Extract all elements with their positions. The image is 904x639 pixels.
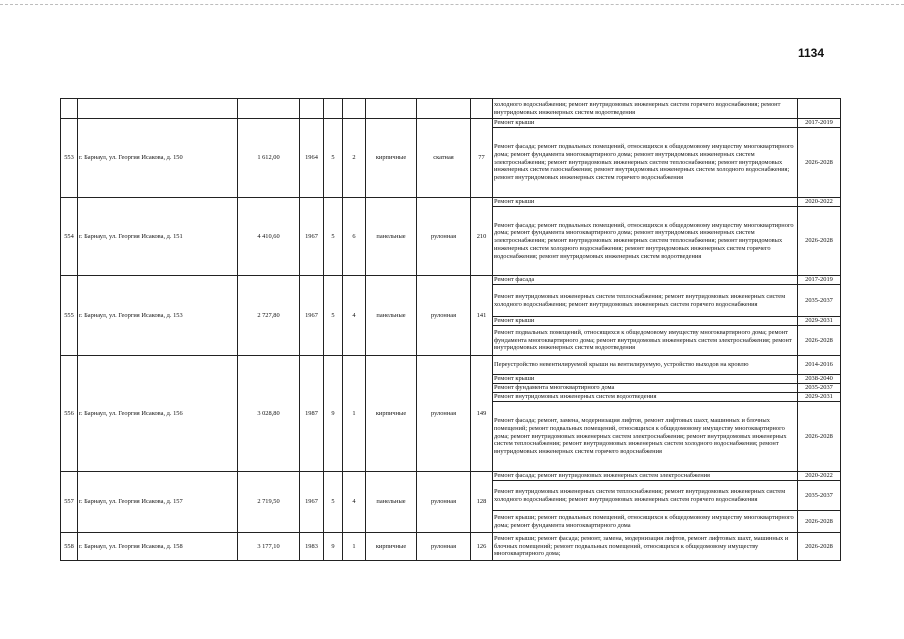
- cell-period: 2035-2037: [798, 481, 841, 511]
- cell-apartments: 126: [471, 533, 493, 561]
- cell-roof: рулонная: [417, 472, 471, 533]
- cell-entrances: 4: [343, 472, 366, 533]
- cell-year: 1967: [300, 276, 324, 356]
- cell-entrances: [343, 99, 366, 119]
- cell-floors: 9: [324, 356, 343, 472]
- table-row: [61, 119, 841, 128]
- table-row-continued: [61, 99, 841, 119]
- cell-work: Ремонт крыши; ремонт фасада; ремонт, замена, модернизация лифтов, ремонт лифтовых шахт, машинных и блочных помещений; ремонт подвальных помещений, относящихся к общедомовому имуществу многоквартирного дома;: [493, 533, 798, 561]
- cell-roof: рулонная: [417, 533, 471, 561]
- cell-work: Ремонт фасада; ремонт подвальных помещений, относящихся к общедомовому имуществу многоквартирного дома; ремонт фундамента многоквартирного дома; ремонт внутридомовых инженерных систем электроснабжения; ремонт внутридомовых инженерных систем теплоснабжения; ремонт внутридомовых инженерных систем газоснабжения; ремонт внутридомовых инженерных систем холодного водоснабжения; ремонт внутридомовых инженерных систем горячего водоснабжения: [493, 128, 798, 198]
- cell-floors: 9: [324, 533, 343, 561]
- cell-period: 2029-2031: [798, 393, 841, 402]
- cell-area: 1 612,00: [238, 119, 300, 198]
- cell-work: Ремонт внутридомовых инженерных систем теплоснабжения; ремонт внутридомовых инженерных систем холодного водоснабжения; ремонт внутридомовых инженерных систем горячего водоснабжения: [493, 481, 798, 511]
- cell-period: 2026-2028: [798, 402, 841, 472]
- cell-apartments: [471, 99, 493, 119]
- cell-period: 2026-2028: [798, 511, 841, 533]
- cell-apartments: 210: [471, 198, 493, 276]
- cell-period: [798, 99, 841, 119]
- cell-period: 2020-2022: [798, 198, 841, 207]
- cell-work: Ремонт внутридомовых инженерных систем водоотведения: [493, 393, 798, 402]
- cell-address: г. Барнаул, ул. Георгия Исакова, д. 150: [78, 119, 238, 198]
- cell-entrances: 1: [343, 356, 366, 472]
- cell-year: 1967: [300, 472, 324, 533]
- cell-period: 2035-2037: [798, 384, 841, 393]
- cell-wall: панельные: [366, 276, 417, 356]
- cell-period: 2017-2019: [798, 276, 841, 285]
- cell-floors: 5: [324, 119, 343, 198]
- cell-area: 3 028,80: [238, 356, 300, 472]
- cell-period: 2038-2040: [798, 375, 841, 384]
- cell-work: Ремонт подвальных помещений, относящихся к общедомовому имуществу многоквартирного дома; ремонт фундамента многоквартирного дома; ремонт внутридомовых инженерных систем электроснабжения; ремонт внутридомовых инженерных систем водоотведения: [493, 326, 798, 356]
- cell-address: г. Барнаул, ул. Георгия Исакова, д. 151: [78, 198, 238, 276]
- cell-floors: 5: [324, 276, 343, 356]
- cell-address: [78, 99, 238, 119]
- cell-period: 2014-2016: [798, 356, 841, 375]
- cell-roof: скатная: [417, 119, 471, 198]
- cell-work: Ремонт фасада; ремонт внутридомовых инженерных систем электроснабжения: [493, 472, 798, 481]
- cell-year: 1983: [300, 533, 324, 561]
- cell-roof: рулонная: [417, 198, 471, 276]
- cell-num: 555: [61, 276, 78, 356]
- cell-address: г. Барнаул, ул. Георгия Исакова, д. 158: [78, 533, 238, 561]
- cell-wall: [366, 99, 417, 119]
- cell-work: холодного водоснабжения; ремонт внутридомовых инженерных систем горячего водоснабжения; ремонт внутридомовых инженерных систем водоотведения: [493, 99, 798, 119]
- cell-roof: рулонная: [417, 276, 471, 356]
- cell-year: [300, 99, 324, 119]
- cell-work: Ремонт крыши: [493, 198, 798, 207]
- cell-area: 4 410,60: [238, 198, 300, 276]
- cell-entrances: 6: [343, 198, 366, 276]
- cell-floors: [324, 99, 343, 119]
- table-body: [61, 99, 841, 561]
- cell-work: Ремонт фасада; ремонт подвальных помещений, относящихся к общедомовому имуществу многоквартирного дома; ремонт фундамента многоквартирного дома; ремонт внутридомовых инженерных систем электроснабжения; ремонт внутридомовых инженерных систем теплоснабжения; ремонт внутридомовых инженерных систем холодного водоснабжения; ремонт внутридомовых инженерных систем горячего водоснабжения; ремонт внутридомовых инженерных систем водоотведения: [493, 207, 798, 276]
- cell-work: Ремонт крыши: [493, 317, 798, 326]
- cell-period: 2026-2028: [798, 128, 841, 198]
- cell-roof: рулонная: [417, 356, 471, 472]
- cell-apartments: 141: [471, 276, 493, 356]
- cell-period: 2035-2037: [798, 285, 841, 317]
- cell-address: г. Барнаул, ул. Георгия Исакова, д. 153: [78, 276, 238, 356]
- cell-entrances: 4: [343, 276, 366, 356]
- cell-work: Ремонт крыши: [493, 375, 798, 384]
- cell-area: 2 719,50: [238, 472, 300, 533]
- cell-address: г. Барнаул, ул. Георгия Исакова, д. 156: [78, 356, 238, 472]
- cell-work: Ремонт фасада; ремонт, замена, модернизация лифтов, ремонт лифтовых шахт, машинных и блочных помещений; ремонт подвальных помещений, относящихся к общедомовому имуществу многоквартирного дома; ремонт внутридомовых инженерных систем электроснабжения; ремонт внутридомовых инженерных систем теплоснабжения; ремонт внутридомовых инженерных систем холодного водоснабжения; ремонт внутридомовых инженерных систем горячего водоснабжения: [493, 402, 798, 472]
- table-row: [61, 276, 841, 285]
- cell-work: Ремонт фасада: [493, 276, 798, 285]
- cell-period: 2020-2022: [798, 472, 841, 481]
- cell-area: 3 177,10: [238, 533, 300, 561]
- cell-work: Ремонт крыши: [493, 119, 798, 128]
- page-number: 1134: [797, 46, 824, 60]
- cell-area: [238, 99, 300, 119]
- cell-year: 1987: [300, 356, 324, 472]
- table-row: [61, 472, 841, 481]
- cell-apartments: 77: [471, 119, 493, 198]
- cell-floors: 5: [324, 472, 343, 533]
- cell-work: Ремонт крыши; ремонт подвальных помещений, относящихся к общедомовому имуществу многоквартирного дома; ремонт фундамента многоквартирного дома: [493, 511, 798, 533]
- cell-work: Переустройство невентилируемой крыши на вентилируемую, устройство выходов на кровлю: [493, 356, 798, 375]
- cell-num: 554: [61, 198, 78, 276]
- housing-repair-table: [60, 98, 841, 561]
- cell-apartments: 149: [471, 356, 493, 472]
- cell-wall: кирпичные: [366, 533, 417, 561]
- cell-year: 1967: [300, 198, 324, 276]
- table-row: [61, 356, 841, 375]
- table-row: [61, 533, 841, 561]
- cell-wall: панельные: [366, 198, 417, 276]
- table-row: [61, 198, 841, 207]
- cell-wall: кирпичные: [366, 356, 417, 472]
- cell-roof: [417, 99, 471, 119]
- cell-work: Ремонт внутридомовых инженерных систем теплоснабжения; ремонт внутридомовых инженерных систем холодного водоснабжения; ремонт внутридомовых инженерных систем горячего водоснабжения: [493, 285, 798, 317]
- cell-year: 1964: [300, 119, 324, 198]
- cell-apartments: 128: [471, 472, 493, 533]
- cell-period: 2026-2028: [798, 533, 841, 561]
- scan-artifact-line: [0, 4, 904, 5]
- cell-num: [61, 99, 78, 119]
- cell-area: 2 727,80: [238, 276, 300, 356]
- cell-period: 2029-2031: [798, 317, 841, 326]
- cell-num: 558: [61, 533, 78, 561]
- cell-period: 2017-2019: [798, 119, 841, 128]
- cell-num: 557: [61, 472, 78, 533]
- cell-num: 553: [61, 119, 78, 198]
- cell-wall: панельные: [366, 472, 417, 533]
- cell-floors: 5: [324, 198, 343, 276]
- cell-period: 2026-2028: [798, 326, 841, 356]
- cell-entrances: 2: [343, 119, 366, 198]
- cell-period: 2026-2028: [798, 207, 841, 276]
- cell-num: 556: [61, 356, 78, 472]
- cell-work: Ремонт фундамента многоквартирного дома: [493, 384, 798, 393]
- cell-entrances: 1: [343, 533, 366, 561]
- cell-address: г. Барнаул, ул. Георгия Исакова, д. 157: [78, 472, 238, 533]
- cell-wall: кирпичные: [366, 119, 417, 198]
